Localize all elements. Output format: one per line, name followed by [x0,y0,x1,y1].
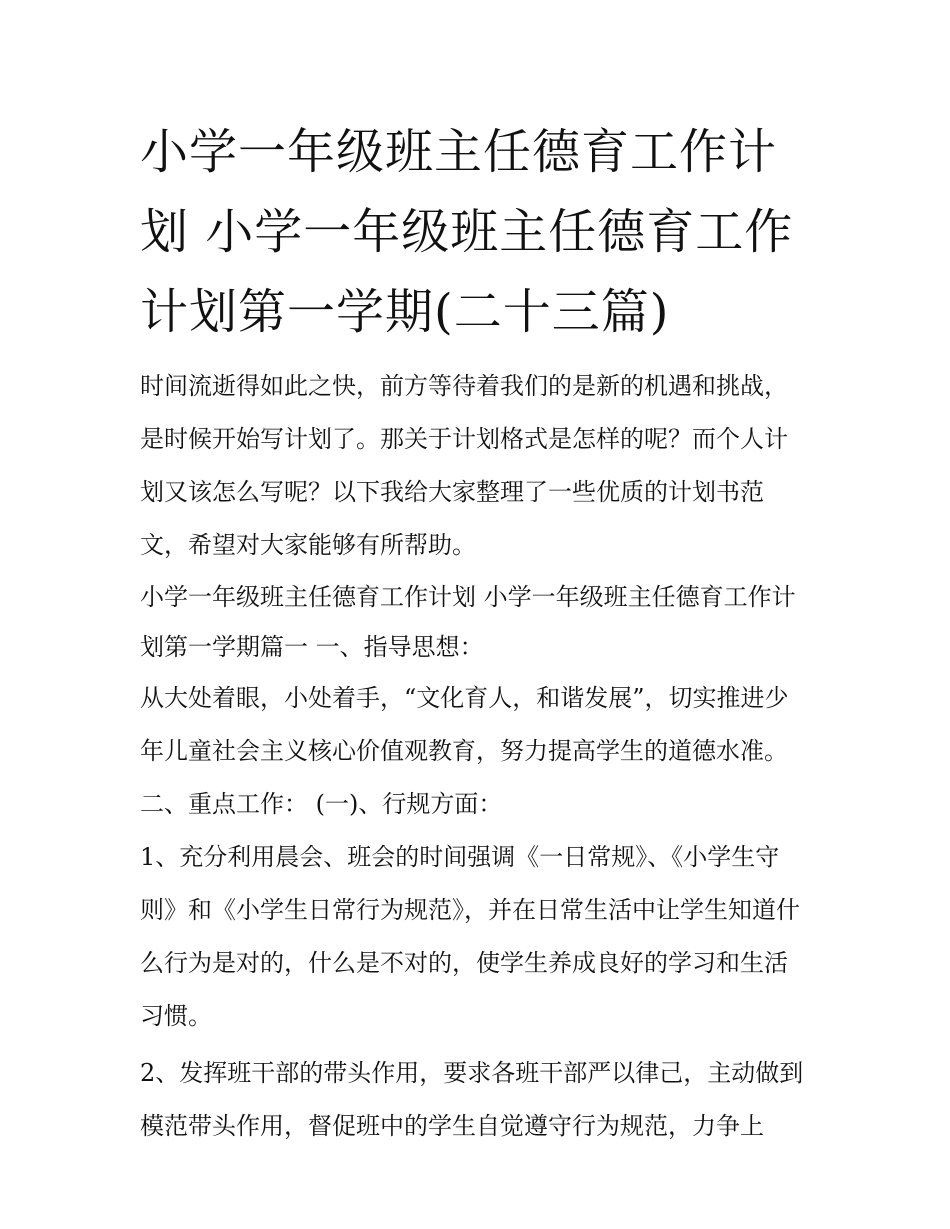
document-title: 小学一年级班主任德育工作计划 小学一年级班主任德育工作计划第一学期(二十三篇) [140,124,794,340]
item-1-paragraph: 1、充分利用晨会、班会的时间强调《一日常规》、《小学生守则》和《小学生日常行为规范》，并在日常生活中让学生知道什么行为是对的，什么是不对的，使学生养成良好的学习和生活习惯。 [140,843,800,1030]
intro-paragraph: 时间流逝得如此之快，前方等待着我们的是新的机遇和挑战，是时候开始写计划了。那关于计划格式是怎样的呢？而个人计划又该怎么写呢？以下我给大家整理了一些优质的计划书范文，希望对大家能够有所帮助。 [140,372,788,559]
section-heading-paragraph: 小学一年级班主任德育工作计划 小学一年级班主任德育工作计划第一学期篇一 一、指导思想： [140,583,796,661]
item-2-paragraph: 2、发挥班干部的带头作用，要求各班干部严以律己，主动做到模范带头作用，督促班中的学生自觉遵守行为规范，力争上 [140,1059,804,1140]
document-page [140,112,810,1153]
key-work-heading: 二、重点工作： (一)、行规方面： [140,790,503,818]
guiding-thought-paragraph: 从大处着眼，小处着手，“文化育人，和谐发展”，切实推进少年儿童社会主义核心价值观教育，努力提高学生的道德水准。 [140,684,789,765]
